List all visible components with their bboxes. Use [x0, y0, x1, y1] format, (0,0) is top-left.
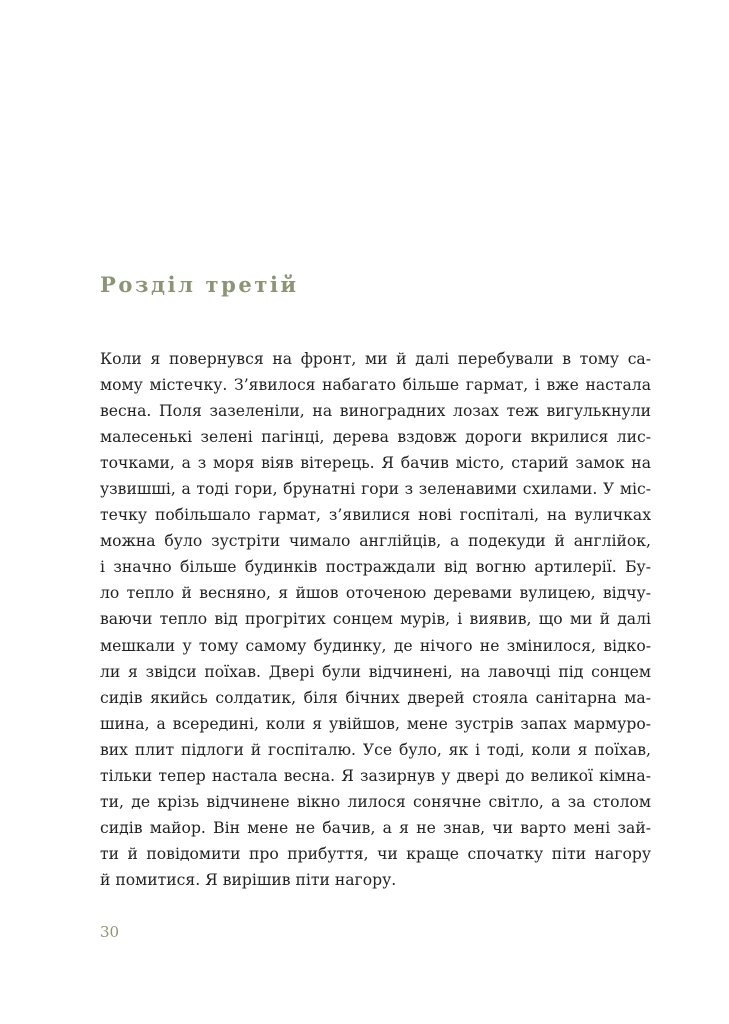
text-line: узвишші, а тоді гори, брунатні гори з зеленавими схилами. У міс-: [100, 480, 651, 499]
text-line: шина, а всередині, коли я увійшов, мене зустрів запах мармуро-: [100, 714, 651, 733]
text-line-last: й помитися. Я вирішив піти нагору.: [100, 870, 397, 889]
text-line: ти, де крізь відчинене вікно лилося сонячне світло, а за столом: [100, 792, 651, 811]
text-line: ло тепло й весняно, я йшов оточеною деревами вулицею, відчу-: [100, 584, 651, 603]
text-line: весна. Поля зазеленіли, на виноградних лозах теж вигулькнули: [100, 402, 651, 421]
text-line: течку побільшало гармат, з’явилися нові госпіталі, на вуличках: [100, 506, 651, 525]
text-line: сидів майор. Він мене не бачив, а я не знав, чи варто мені зай-: [100, 818, 651, 837]
text-line: малесенькі зелені пагінці, дерева вздовж дороги вкрилися лис-: [100, 428, 651, 447]
text-line: ли я звідси поїхав. Двері були відчинені, на лавочці під сонцем: [100, 662, 651, 681]
text-line: і значно більше будинків постраждали від вогню артилерії. Бу-: [100, 558, 651, 577]
text-line: сидів якийсь солдатик, біля бічних дверей стояла санітарна ма-: [100, 688, 651, 707]
chapter-title: Розділ третій: [100, 272, 299, 297]
text-line: вих плит підлоги й госпіталю. Усе було, як і тоді, коли я поїхав,: [100, 740, 651, 759]
page-number: 30: [100, 923, 120, 941]
text-line: ти й повідомити про прибуття, чи краще спочатку піти нагору: [100, 844, 651, 863]
text-line: тільки тепер настала весна. Я зазирнув у двері до великої кімна-: [100, 766, 651, 785]
text-line: ваючи тепло від прогрітих сонцем мурів, і виявив, що ми й далі: [100, 610, 651, 629]
chapter-body: [100, 346, 651, 893]
text-line: можна було зустріти чимало англійців, а подекуди й англійок,: [100, 532, 651, 551]
text-line: Коли я повернувся на фронт, ми й далі перебували в тому са-: [100, 350, 651, 368]
text-line: точками, а з моря віяв вітерець. Я бачив місто, старий замок на: [100, 454, 651, 473]
text-line: мому містечку. З’явилося набагато більше гармат, і вже настала: [100, 376, 651, 395]
text-line: мешкали у тому самому будинку, де нічого не змінилося, відко-: [100, 636, 651, 655]
